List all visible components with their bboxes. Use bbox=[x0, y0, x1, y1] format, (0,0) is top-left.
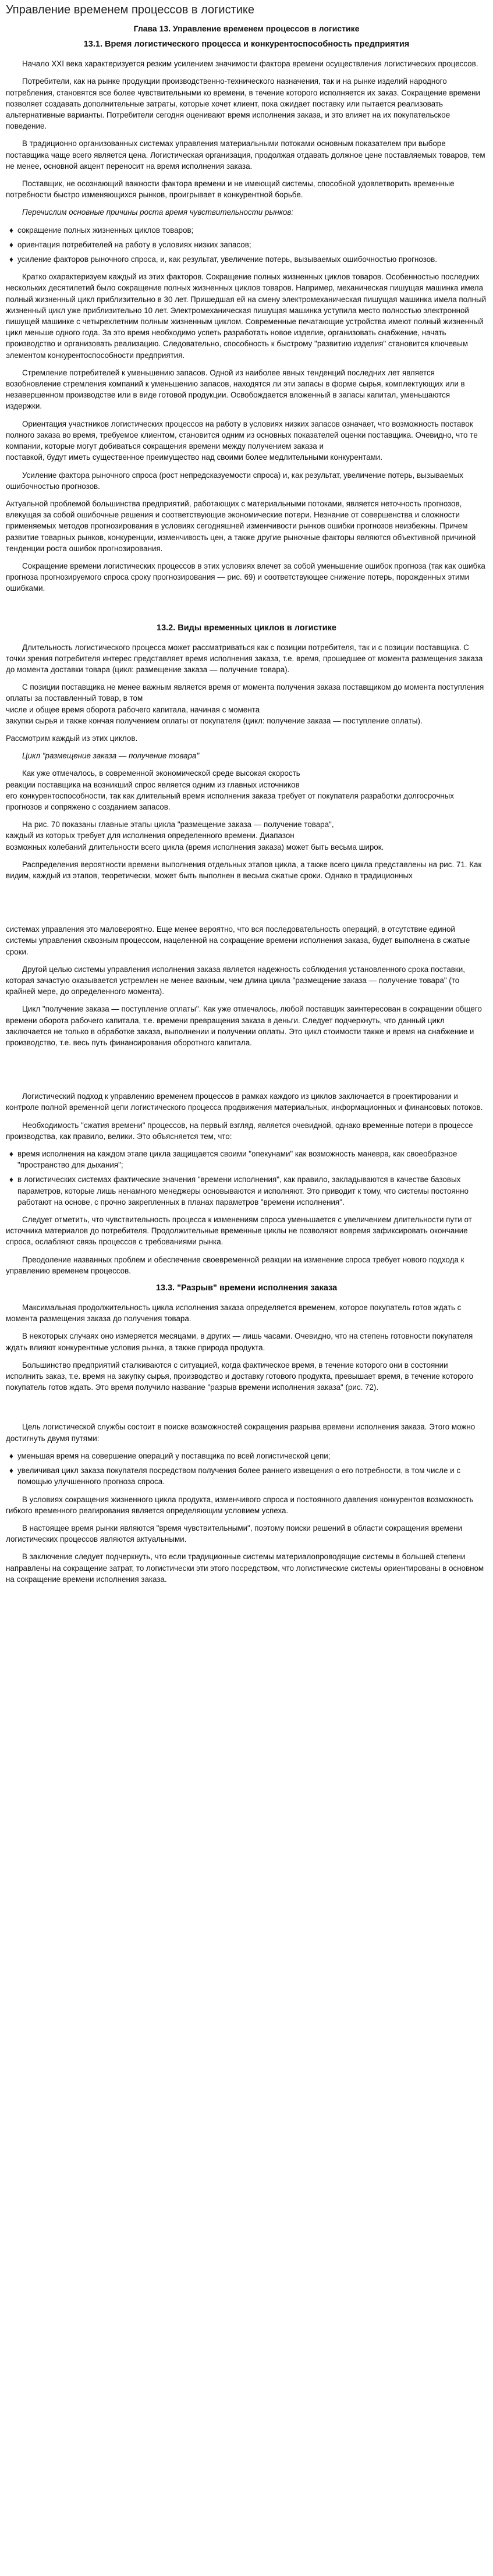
paragraph: Цикл "получение заказа — поступление оплаты". Как уже отмечалось, любой поставщик заинтересован в сокращении общего времени оборота рабочего капитала, т.е. времени превращения заказа в деньги. Следует подчеркнуть, что данный цикл заключается не только в обработке заказа, выполнении и получении оплаты. Это цикл стоимости также и время на снабжение и производство, т.е. весь путь финансирования оборотного капитала. bbox=[6, 1005, 482, 1048]
list-item: ♦ усиление факторов рыночного спроса, и, как результат, увеличение потерь, вызываемых ошибочностью прогнозов. bbox=[6, 254, 487, 265]
paragraph: Цикл "размещение заказа — получение товара" bbox=[22, 751, 200, 761]
spacer bbox=[6, 601, 487, 623]
paragraph: В настоящее время рынки являются "время чувствительными", поэтому поиски решений в области сокращения времени логистических процессов являются актуальными. bbox=[6, 1523, 463, 1544]
paragraph: возможных колебаний длительности всего цикла (время исполнения заказа) может быть весьма широк. bbox=[6, 842, 384, 851]
paragraph: Другой целью системы управления исполнения заказа является надежность соблюдения установленного срока поставки, которая зачастую оказывается устремлен не менее важным, чем длина цикла "размещение заказа — получение товара" (то крайней мере, до определенного момента). bbox=[6, 964, 465, 996]
paragraph: системах управления это маловероятно. Еще менее вероятно, что вся последовательность операций, в отсутствие единой системы управления сквозным процессом, нацеленной на сокращение времени исполнения заказа, будет выполнена в сжатые сроки. bbox=[6, 925, 470, 956]
paragraph: Как уже отмечалось, в современной экономической среде высокая скорость bbox=[22, 769, 300, 778]
list-item: ♦ увеличивая цикл заказа покупателя посредством получения более раннего извещения о его потребности, в том числе и с помощью улучшенного прогноза спроса. bbox=[9, 1466, 461, 1486]
list-item: ♦ ориентация потребителей на работу в условиях низких запасов; bbox=[6, 239, 487, 250]
paragraph: Кратко охарактеризуем каждый из этих факторов. Сокращение полных жизненных циклов товаров. Особенностью последних нескольких десятилетий было сокращение полных жизненных циклов товаров. Например, механическая пишущая машинка имела полный жизненный цикл приблизительно в 30 лет. Пришедшая ей на смену электромеханическая пишущая машинка имела полный жизненный цикл уже приблизительно 10 лет. Электромеханическая пишущая машинка уступила место полностью электронной пишущей машинке с четырехлетним полным жизненным циклом. Современные печатающие устройства имеют полный жизненный цикл меньше одного года. За это время необходимо успеть разработать новое изделие, организовать снабжение, начать производство и организовать реализацию. Следовательно, способность к быстрому "развитию изделия" становится ключевым элементом конкурентоспособности предприятия. bbox=[6, 272, 487, 360]
bullet-list bbox=[6, 225, 487, 265]
spacer bbox=[6, 1399, 487, 1421]
paragraph: реакции поставщика на возникший спрос является одним из главных источников bbox=[6, 780, 300, 789]
section-13-3-title: 13.3. "Разрыв" времени исполнения заказа bbox=[155, 1283, 338, 1293]
list-item: ♦ сокращение полных жизненных циклов товаров; bbox=[6, 225, 487, 236]
list-item: ♦ уменьшая время на совершение операций у поставщика по всей логистической цепи; bbox=[6, 1450, 487, 1461]
bullet-list bbox=[6, 1450, 487, 1488]
paragraph: Цель логистической службы состоит в поиске возможностей сокращения разрыва времени исполнения заказа. Этого можно достигнуть двумя путями: bbox=[6, 1422, 476, 1443]
bullet-list bbox=[6, 1148, 487, 1208]
bullet-icon: ♦ bbox=[9, 225, 13, 235]
paragraph: В некоторых случаях оно измеряется месяцами, в других — лишь часами. Очевидно, что на степень готовности покупателя ждать влияют конкурентные условия рынка, а также природа продукта. bbox=[6, 1332, 473, 1352]
paragraph: Рассмотрим каждый из этих циклов. bbox=[6, 733, 138, 743]
paragraph: С позиции поставщика не менее важным является время от момента получения заказа поставщиком до момента поступления оплаты за поставленный товар, в том bbox=[6, 683, 484, 703]
paragraph: В заключение следует подчеркнуть, что если традиционные системы материалопроводящие системы в большей степени направлены на сокращение затрат, то логистически эти этого посредством, что логистические системы ориентированы в основном на сокращение времени исполнения заказа. bbox=[6, 1552, 484, 1584]
page-title: Управление временем процессов в логистике bbox=[6, 3, 255, 16]
spacer bbox=[6, 888, 487, 924]
paragraph: В условиях сокращения жизненного цикла продукта, изменчивого спроса и постоянного давления конкурентов возможность гибкого временного реагирования является определяющим условием успеха. bbox=[6, 1495, 474, 1515]
paragraph: закупки сырья и также кончая получением оплаты от покупателя (цикл: получение заказа — поступление оплаты). bbox=[6, 716, 423, 725]
bullet-icon: ♦ bbox=[9, 255, 13, 264]
paragraph: каждый из которых требует для исполнения определенного времени. Диапазон bbox=[6, 831, 295, 840]
paragraph: Распределения вероятности времени выполнения отдельных этапов цикла, а также всего цикла представлены на рис. 71. Как видим, каждый из этапов, теоретически, может быть выполнен в весьма сжатые сроки. Однако в традиционных bbox=[6, 860, 482, 880]
bullet-icon: ♦ bbox=[9, 240, 13, 249]
paragraph: числе и общее время оборота рабочего капитала, начиная с момента bbox=[6, 705, 260, 714]
paragraph: Логистический подход к управлению временем процессов в рамках каждого из циклов заключается в проектировании и контроле полной временной цепи логистического процесса продвижения материальных, информационных и финансовых потоков. bbox=[6, 1092, 483, 1112]
paragraph: Перечислим основные причины роста время чувствительности рынков: bbox=[22, 208, 294, 217]
list-item: ♦ в логистических системах фактические значения "времени исполнения", как правило, закладываются в качестве базовых параметров, которые лишь ненамного менеджеры основываются и исполняют. Это приводит к тому, что системы постоянно работают на основе, с прочно закрепленных в планах параметров "времени исполнения". bbox=[9, 1175, 469, 1207]
bullet-icon: ♦ bbox=[9, 1175, 13, 1184]
paragraph: Длительность логистического процесса может рассматриваться как с позиции потребителя, так и с позиции поставщика. С точки зрения потребителя интерес представляет время исполнения заказа, т.е. время, прошедшее от момента размещения заказа до момента доставки товара (цикл: размещение заказа — получение товара). bbox=[6, 643, 483, 674]
section-13-2-title: 13.2. Виды временных циклов в логистике bbox=[157, 623, 336, 633]
bullet-icon: ♦ bbox=[9, 1149, 13, 1159]
paragraph: Начало XXI века характеризуется резким усилением значимости фактора времени осуществления логистических процессов. bbox=[22, 59, 478, 69]
list-item: ♦ время исполнения на каждом этапе цикла защищается своими "опекунами" как возможность маневра, как своеобразное "пространство для дыхания"; bbox=[9, 1149, 457, 1170]
paragraph: В традиционно организованных системах управления материальными потоками основным показателем при выборе поставщика чаще всего является цена. Логистическая организация, продолжая отдавать должное цене поставляемых товаров, тем не менее, основной акцент переносит на время исполнения заказа. bbox=[6, 139, 485, 171]
chapter-heading: Глава 13. Управление временем процессов в логистике bbox=[133, 24, 360, 33]
paragraph: Стремление потребителей к уменьшению запасов. Одной из наиболее явных тенденций последних лет является возобновление стремления компаний к уменьшению запасов, находятся ли эти запасы в форме сырья, комплектующих или в незавершенном производстве или в виде готовой продукции. Освобождается вложенный в запасы капитал, уменьшаются издержки. bbox=[6, 368, 465, 411]
paragraph: Большинство предприятий сталкиваются с ситуацией, когда фактическое время, в течение которого они в состоянии исполнить заказ, т.е. время на закупку сырья, производство и доставку готового продукта, превышает время, в течение которого покупатель готов ждать. Это время получило название "разрыв времени исполнения заказа" (рис. 72). bbox=[6, 1360, 474, 1392]
paragraph: Следует отметить, что чувствительность процесса к изменениям спроса уменьшается с увеличением длительности пути от источника материалов до потребителя. Продолжительные временные циклы не позволяют вовремя зафиксировать окончание спроса, ослабляют связь процессов с требованиями рынка. bbox=[6, 1215, 472, 1247]
paragraph: Актуальной проблемой большинства предприятий, работающих с материальными потоками, является неточность прогнозов, влекущая за собой ошибочные решения и соответствующие экономические потери. Незнание от совершенства и сложности применяемых методов прогнозирования в условиях сегодняшней изменчивости рынков ошибки прогнозов неизбежны. Причем развитие товарных рынков, конкуренции, изменчивость цен, а также другие рыночные факторы являются объективной причиной тенденции роста ошибок прогнозирования. bbox=[6, 499, 476, 553]
paragraph: Необходимость "сжатия времени" процессов, на первый взгляд, является очевидной, однако временные потери в процессе производства, как правило, велики. Это объясняется тем, что: bbox=[6, 1120, 473, 1141]
paragraph: Усиление фактора рыночного спроса (рост непредсказуемости спроса) и, как результат, увеличение потерь, вызываемых ошибочностью прогнозов. bbox=[6, 470, 463, 491]
paragraph: поставкой, будут иметь существенное преимущество над своими более медлительными конкурентами. bbox=[6, 453, 382, 462]
paragraph: На рис. 70 показаны главные этапы цикла "размещение заказа — получение товара", bbox=[22, 820, 334, 829]
bullet-icon: ♦ bbox=[9, 1451, 13, 1460]
paragraph: Потребители, как на рынке продукции производственно-технического назначения, так и на рынке изделий народного потребления, становятся все более чувствительными ко времени, в течение которого исполняется их заказ. Сокращение времени позволяет создавать дополнительные затраты, которые хочет клиент, пока ожидает поставку или пытается реализовать альтернативные варианты. Потребители сегодня оценивают время исполнения заказа, и это влияет на их покупательское поведение. bbox=[6, 77, 480, 131]
section-13-1-title: 13.1. Время логистического процесса и конкурентоспособность предприятия bbox=[83, 40, 410, 49]
bullet-icon: ♦ bbox=[9, 1466, 13, 1475]
paragraph: Поставщик, не осознающий важности фактора времени и не имеющий системы, способной удовлетворить временные потребности быстро изменяющихся рынков, проигрывает в конкурентной борьбе. bbox=[6, 179, 455, 200]
paragraph: Ориентация участников логистических процессов на работу в условиях низких запасов означает, что возможность поставок полного заказа во время, требуемое клиентом, становится одним из основных показателей оценки поставщика. Очевидно, что те компании, которые могут добиваться сокращения времени между получением заказа и bbox=[6, 419, 478, 451]
spacer bbox=[6, 1055, 487, 1091]
paragraph: Максимальная продолжительность цикла исполнения заказа определяется временем, которое покупатель готов ждать с момента размещения заказа до получения товара. bbox=[6, 1303, 462, 1324]
paragraph: его конкурентоспособности, так как длительный время исполнения заказа требует от покупателя разработки долгосрочных прогнозов и сопряжено с созданием запасов. bbox=[6, 791, 455, 811]
paragraph: Сокращение времени логистических процессов в этих условиях влечет за собой уменьшение ошибок прогноза (так как ошибка прогноза прогнозируемого спроса сроку прогнозирования — рис. 69) и соответствующее снижение потерь, порожденных этими ошибками. bbox=[6, 561, 485, 593]
paragraph: Преодоление названных проблем и обеспечение своевременной реакции на изменение спроса требует нового подхода к управлению временем процессов. bbox=[6, 1255, 464, 1275]
